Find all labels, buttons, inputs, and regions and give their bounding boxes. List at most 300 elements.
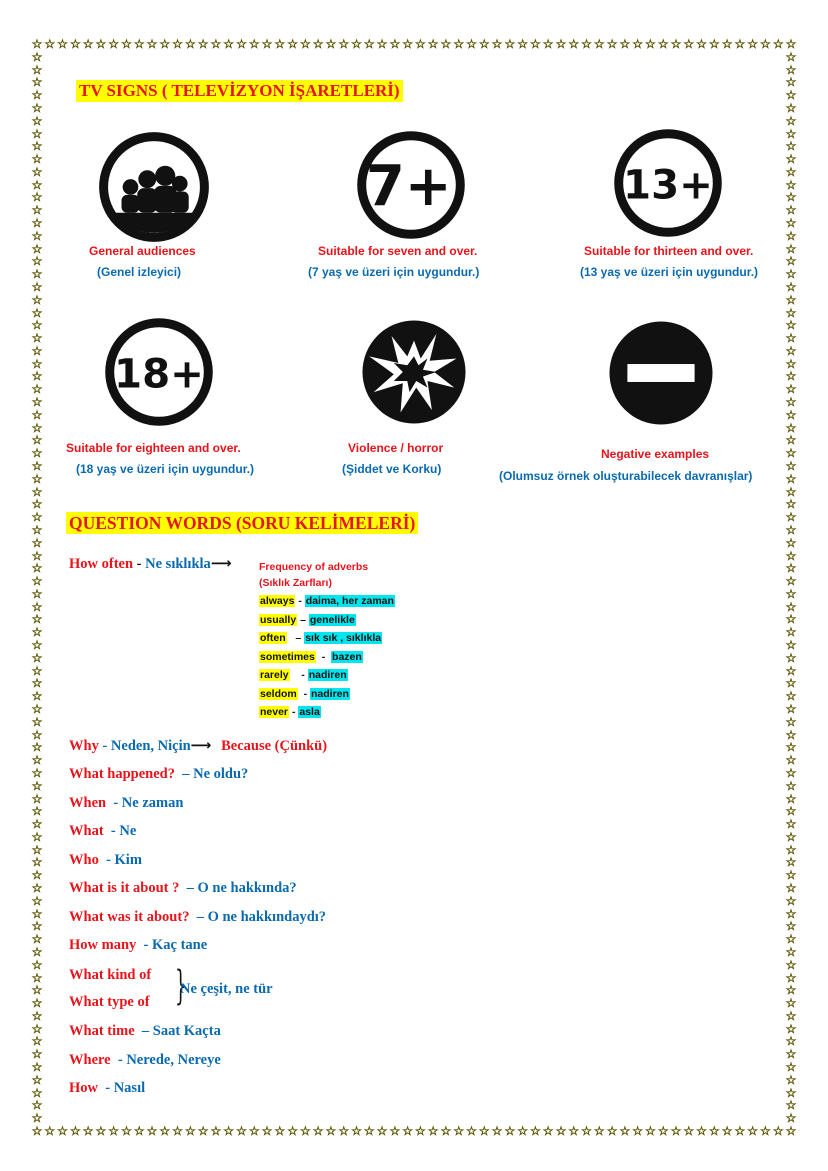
sign-label-general: General audiences xyxy=(89,244,196,258)
star-icon: ☆ xyxy=(31,561,43,576)
sign-label-negative-tr: (Olumsuz örnek oluşturabilecek davranışlar) xyxy=(499,469,753,483)
separator: – xyxy=(297,613,309,626)
frequency-adverb: often xyxy=(260,632,286,644)
separator: - xyxy=(289,706,299,718)
star-icon: ☆ xyxy=(31,970,43,985)
star-icon: ☆ xyxy=(645,1124,656,1138)
frequency-adverb: never xyxy=(260,706,289,718)
star-icon: ☆ xyxy=(785,804,797,819)
star-icon: ☆ xyxy=(31,881,43,896)
star-icon: ☆ xyxy=(351,1124,362,1138)
separator: - xyxy=(315,650,332,663)
star-icon: ☆ xyxy=(555,1124,567,1138)
sign-label-violence: Violence / horror xyxy=(348,441,444,455)
star-icon: ☆ xyxy=(31,331,43,346)
seven-plus-icon xyxy=(355,129,467,241)
star-icon: ☆ xyxy=(785,689,797,704)
star-icon: ☆ xyxy=(389,37,401,51)
star-icon: ☆ xyxy=(31,612,43,627)
question-translation: - Nasıl xyxy=(105,1080,146,1096)
star-icon: ☆ xyxy=(785,305,797,320)
star-icon: ☆ xyxy=(466,37,477,51)
star-icon: ☆ xyxy=(785,740,797,755)
frequency-heading: Frequency of adverbs xyxy=(259,561,369,573)
star-icon: ☆ xyxy=(504,1124,516,1138)
star-icon: ☆ xyxy=(785,574,797,589)
sign-label-eighteen: Suitable for eighteen and over. xyxy=(66,441,241,455)
question-row xyxy=(69,765,248,783)
frequency-adverb: sometimes xyxy=(260,650,315,663)
frequency-item xyxy=(259,668,348,683)
star-icon: ☆ xyxy=(236,37,247,51)
question-word: How xyxy=(69,1080,98,1096)
star-icon: ☆ xyxy=(478,1124,490,1138)
star-icon: ☆ xyxy=(31,740,43,755)
star-icon: ☆ xyxy=(708,37,720,51)
star-icon: ☆ xyxy=(31,676,43,691)
sign-label-general-tr: (Genel izleyici) xyxy=(97,265,182,279)
frequency-adverb: always xyxy=(260,595,295,607)
star-icon: ☆ xyxy=(31,689,43,704)
separator: – xyxy=(286,632,305,644)
star-icon: ☆ xyxy=(146,37,158,51)
star-icon: ☆ xyxy=(31,88,43,103)
star-icon: ☆ xyxy=(772,37,784,51)
star-icon: ☆ xyxy=(108,1124,120,1138)
question-word: What happened? xyxy=(69,766,175,782)
star-icon: ☆ xyxy=(312,37,324,51)
star-icon: ☆ xyxy=(31,714,43,729)
star-icon: ☆ xyxy=(785,254,797,269)
star-icon: ☆ xyxy=(606,37,618,51)
star-icon: ☆ xyxy=(414,1124,426,1138)
eighteen-plus-icon xyxy=(103,316,215,428)
star-icon: ☆ xyxy=(427,1124,439,1138)
star-icon: ☆ xyxy=(785,190,797,205)
star-icon: ☆ xyxy=(44,1124,56,1138)
star-icon: ☆ xyxy=(785,983,797,998)
star-icon: ☆ xyxy=(785,241,797,256)
star-icon: ☆ xyxy=(31,446,43,461)
question-translation: – Ne oldu? xyxy=(182,766,249,782)
star-icon: ☆ xyxy=(325,37,337,51)
sign-label-violence-tr: (Şiddet ve Korku) xyxy=(342,462,442,476)
star-icon: ☆ xyxy=(785,382,797,397)
star-icon: ☆ xyxy=(785,139,797,154)
thirteen-plus-icon xyxy=(612,127,724,239)
sign-label-thirteen-tr: (13 yaş ve üzeri için uygundur.) xyxy=(580,265,759,279)
star-icon: ☆ xyxy=(734,1124,746,1138)
star-icon: ☆ xyxy=(31,318,43,333)
frequency-heading-tr: (Sıklık Zarfları) xyxy=(259,577,332,589)
star-icon: ☆ xyxy=(785,1021,797,1036)
question-type: What type of xyxy=(69,994,150,1010)
star-icon: ☆ xyxy=(785,881,797,896)
star-icon: ☆ xyxy=(683,37,695,51)
star-icon: ☆ xyxy=(747,37,759,51)
star-icon: ☆ xyxy=(31,203,43,218)
star-icon: ☆ xyxy=(402,1124,413,1138)
question-row xyxy=(69,1022,221,1040)
question-row xyxy=(69,879,297,897)
star-icon: ☆ xyxy=(785,62,797,77)
star-icon: ☆ xyxy=(172,37,183,51)
star-icon: ☆ xyxy=(31,842,43,857)
star-icon: ☆ xyxy=(785,561,797,576)
arrow-right-icon: ⟶ xyxy=(210,556,232,572)
star-icon: ☆ xyxy=(645,37,656,51)
star-icon: ☆ xyxy=(95,37,107,51)
svg-text:18+: 18+ xyxy=(114,350,204,398)
star-icon: ☆ xyxy=(31,753,43,768)
star-icon: ☆ xyxy=(670,1124,682,1138)
star-icon: ☆ xyxy=(581,1124,592,1138)
star-icon: ☆ xyxy=(542,37,554,51)
star-icon: ☆ xyxy=(785,126,797,141)
separator: - xyxy=(295,595,305,607)
star-icon: ☆ xyxy=(785,1124,797,1138)
star-icon: ☆ xyxy=(31,139,43,154)
star-icon: ☆ xyxy=(593,1124,605,1138)
star-icon: ☆ xyxy=(785,292,797,307)
star-icon: ☆ xyxy=(632,37,644,51)
star-icon: ☆ xyxy=(31,420,43,435)
star-icon: ☆ xyxy=(31,1060,43,1075)
star-icon: ☆ xyxy=(785,548,797,563)
star-icon: ☆ xyxy=(31,433,43,448)
star-icon: ☆ xyxy=(785,663,797,678)
star-icon: ☆ xyxy=(734,37,746,51)
star-icon: ☆ xyxy=(338,37,350,51)
star-icon: ☆ xyxy=(453,1124,465,1138)
star-icon: ☆ xyxy=(453,37,465,51)
question-row xyxy=(69,794,183,812)
star-icon: ☆ xyxy=(683,1124,695,1138)
star-icon: ☆ xyxy=(785,471,797,486)
star-icon: ☆ xyxy=(31,817,43,832)
star-icon: ☆ xyxy=(287,37,298,51)
star-icon: ☆ xyxy=(785,100,797,115)
star-icon: ☆ xyxy=(223,37,235,51)
star-icon: ☆ xyxy=(31,1111,43,1126)
star-icon: ☆ xyxy=(31,932,43,947)
star-icon: ☆ xyxy=(542,1124,554,1138)
star-icon: ☆ xyxy=(785,817,797,832)
star-icon: ☆ xyxy=(568,1124,580,1138)
star-icon: ☆ xyxy=(440,37,452,51)
star-icon: ☆ xyxy=(785,395,797,410)
star-icon: ☆ xyxy=(31,944,43,959)
question-row xyxy=(69,851,142,869)
frequency-translation: daima, her zaman xyxy=(305,595,394,607)
star-icon: ☆ xyxy=(31,778,43,793)
frequency-adverb: seldom xyxy=(260,687,297,700)
star-icon: ☆ xyxy=(31,305,43,320)
star-icon: ☆ xyxy=(772,1124,784,1138)
star-icon: ☆ xyxy=(261,1124,273,1138)
star-icon: ☆ xyxy=(568,37,580,51)
star-icon: ☆ xyxy=(504,37,516,51)
star-icon: ☆ xyxy=(657,1124,669,1138)
star-icon: ☆ xyxy=(721,1124,733,1138)
star-icon: ☆ xyxy=(31,574,43,589)
star-icon: ☆ xyxy=(31,497,43,512)
star-icon: ☆ xyxy=(491,1124,503,1138)
star-icon: ☆ xyxy=(197,37,209,51)
star-icon: ☆ xyxy=(721,37,733,51)
question-translation: – Saat Kaçta xyxy=(141,1023,221,1039)
star-icon: ☆ xyxy=(248,37,260,51)
star-icon: ☆ xyxy=(530,1124,541,1138)
star-icon: ☆ xyxy=(440,1124,452,1138)
star-icon: ☆ xyxy=(785,625,797,640)
star-icon: ☆ xyxy=(785,829,797,844)
star-icon: ☆ xyxy=(31,1072,43,1087)
star-icon: ☆ xyxy=(581,37,592,51)
star-icon: ☆ xyxy=(31,369,43,384)
star-icon: ☆ xyxy=(31,395,43,410)
star-icon: ☆ xyxy=(632,1124,644,1138)
question-word: Who xyxy=(69,851,99,868)
star-icon: ☆ xyxy=(785,510,797,525)
star-icon: ☆ xyxy=(31,216,43,231)
star-icon: ☆ xyxy=(31,548,43,563)
star-icon: ☆ xyxy=(785,765,797,780)
star-icon: ☆ xyxy=(785,279,797,294)
star-icon: ☆ xyxy=(785,484,797,499)
question-translation: – O ne hakkındaydı? xyxy=(196,908,327,925)
star-icon: ☆ xyxy=(785,676,797,691)
sign-label-seven-tr: (7 yaş ve üzeri için uygundur.) xyxy=(308,265,480,279)
star-icon: ☆ xyxy=(184,1124,196,1138)
star-icon: ☆ xyxy=(785,446,797,461)
frequency-adverb: rarely xyxy=(260,669,289,681)
violence-icon xyxy=(358,316,470,428)
star-icon: ☆ xyxy=(31,1021,43,1036)
star-icon: ☆ xyxy=(31,100,43,115)
star-icon: ☆ xyxy=(785,164,797,179)
star-icon: ☆ xyxy=(785,497,797,512)
star-icon: ☆ xyxy=(31,356,43,371)
star-icon: ☆ xyxy=(274,37,286,51)
question-word: What time xyxy=(69,1023,135,1039)
star-icon: ☆ xyxy=(785,1072,797,1087)
star-icon: ☆ xyxy=(785,1047,797,1062)
svg-text:13+: 13+ xyxy=(623,161,713,209)
star-icon: ☆ xyxy=(31,126,43,141)
star-icon: ☆ xyxy=(785,701,797,716)
star-icon: ☆ xyxy=(172,1124,183,1138)
star-icon: ☆ xyxy=(785,970,797,985)
star-icon: ☆ xyxy=(108,37,120,51)
sign-label-negative: Negative examples xyxy=(601,447,710,461)
star-icon: ☆ xyxy=(31,1034,43,1049)
star-icon: ☆ xyxy=(785,1060,797,1075)
section-title-question-words: QUESTION WORDS (SORU KELİMELERİ) xyxy=(66,512,418,534)
star-icon: ☆ xyxy=(785,37,797,51)
star-icon: ☆ xyxy=(517,37,528,51)
star-icon: ☆ xyxy=(31,279,43,294)
question-translation: - Ne xyxy=(110,823,137,839)
star-icon: ☆ xyxy=(31,522,43,537)
star-icon: ☆ xyxy=(785,356,797,371)
star-icon: ☆ xyxy=(785,1085,797,1100)
star-icon: ☆ xyxy=(312,1124,324,1138)
star-icon: ☆ xyxy=(31,177,43,192)
star-icon: ☆ xyxy=(785,791,797,806)
question-word: What was it about? xyxy=(69,908,190,925)
star-icon: ☆ xyxy=(491,37,503,51)
frequency-item xyxy=(259,594,395,609)
star-icon: ☆ xyxy=(785,957,797,972)
star-icon: ☆ xyxy=(785,420,797,435)
star-icon: ☆ xyxy=(31,1124,43,1138)
star-icon: ☆ xyxy=(785,1111,797,1126)
star-icon: ☆ xyxy=(57,1124,68,1138)
star-icon: ☆ xyxy=(785,855,797,870)
star-icon: ☆ xyxy=(31,727,43,742)
star-icon: ☆ xyxy=(31,701,43,716)
star-icon: ☆ xyxy=(159,1124,171,1138)
star-icon: ☆ xyxy=(708,1124,720,1138)
star-icon: ☆ xyxy=(31,267,43,282)
star-icon: ☆ xyxy=(31,535,43,550)
star-icon: ☆ xyxy=(31,484,43,499)
question-row xyxy=(69,822,136,840)
negative-icon xyxy=(605,317,717,429)
star-icon: ☆ xyxy=(210,37,222,51)
star-icon: ☆ xyxy=(31,75,43,90)
star-icon: ☆ xyxy=(657,37,669,51)
star-icon: ☆ xyxy=(785,1098,797,1113)
star-icon: ☆ xyxy=(31,254,43,269)
star-icon: ☆ xyxy=(287,1124,298,1138)
star-icon: ☆ xyxy=(31,459,43,473)
star-icon: ☆ xyxy=(210,1124,222,1138)
star-icon: ☆ xyxy=(402,37,413,51)
question-kind: What kind of xyxy=(69,967,152,983)
star-icon: ☆ xyxy=(299,1124,311,1138)
star-icon: ☆ xyxy=(785,893,797,908)
star-icon: ☆ xyxy=(31,804,43,819)
star-icon: ☆ xyxy=(31,382,43,397)
frequency-item xyxy=(259,650,363,665)
star-icon: ☆ xyxy=(69,37,81,51)
question-how-often: How often - Ne sıklıkla⟶ xyxy=(69,556,232,572)
star-icon: ☆ xyxy=(159,37,171,51)
star-icon: ☆ xyxy=(466,1124,477,1138)
star-icon: ☆ xyxy=(31,343,43,358)
star-icon: ☆ xyxy=(785,88,797,103)
star-icon: ☆ xyxy=(785,343,797,358)
family-icon xyxy=(98,131,210,243)
star-icon: ☆ xyxy=(146,1124,158,1138)
star-icon: ☆ xyxy=(785,177,797,192)
star-icon: ☆ xyxy=(31,228,43,243)
star-icon: ☆ xyxy=(747,1124,759,1138)
frequency-translation: nadiren xyxy=(311,687,349,700)
star-icon: ☆ xyxy=(785,906,797,921)
question-row xyxy=(69,1079,145,1097)
frequency-translation: genelikle xyxy=(309,613,355,626)
star-icon: ☆ xyxy=(95,1124,107,1138)
star-icon: ☆ xyxy=(133,1124,145,1138)
question-translation: - Nerede, Nereye xyxy=(117,1051,221,1068)
star-icon: ☆ xyxy=(31,765,43,780)
question-translation: - Kaç tane xyxy=(143,937,208,953)
frequency-translation: asla xyxy=(299,706,320,718)
star-icon: ☆ xyxy=(785,753,797,768)
star-icon: ☆ xyxy=(376,37,388,51)
star-icon: ☆ xyxy=(785,75,797,90)
sign-label-eighteen-tr: (18 yaş ve üzeri için uygundur.) xyxy=(76,462,255,476)
star-icon: ☆ xyxy=(785,868,797,883)
star-icon: ☆ xyxy=(31,919,43,934)
sign-label-seven: Suitable for seven and over. xyxy=(318,244,478,258)
star-icon: ☆ xyxy=(197,1124,209,1138)
star-icon: ☆ xyxy=(376,1124,388,1138)
sign-label-thirteen: Suitable for thirteen and over. xyxy=(584,244,754,258)
star-icon: ☆ xyxy=(325,1124,337,1138)
frequency-translation: bazen xyxy=(332,650,362,663)
star-icon: ☆ xyxy=(363,37,375,51)
frequency-item xyxy=(259,613,356,628)
star-icon: ☆ xyxy=(31,893,43,908)
question-word: Where xyxy=(69,1051,111,1068)
star-icon: ☆ xyxy=(785,203,797,218)
star-icon: ☆ xyxy=(69,1124,81,1138)
star-icon: ☆ xyxy=(785,113,797,128)
question-row xyxy=(69,1051,221,1069)
star-icon: ☆ xyxy=(133,37,145,51)
question-word: How many xyxy=(69,937,137,953)
star-icon: ☆ xyxy=(248,1124,260,1138)
star-icon: ☆ xyxy=(31,791,43,806)
frequency-translation: nadiren xyxy=(308,669,347,681)
star-icon: ☆ xyxy=(785,369,797,384)
star-icon: ☆ xyxy=(57,37,68,51)
star-icon: ☆ xyxy=(31,1008,43,1023)
star-icon: ☆ xyxy=(619,37,631,51)
frequency-item xyxy=(259,687,350,702)
star-icon: ☆ xyxy=(31,663,43,678)
star-icon: ☆ xyxy=(299,37,311,51)
star-icon: ☆ xyxy=(785,778,797,793)
star-icon: ☆ xyxy=(530,37,541,51)
star-icon: ☆ xyxy=(31,1098,43,1113)
star-icon: ☆ xyxy=(785,714,797,729)
frequency-item xyxy=(259,631,382,646)
star-icon: ☆ xyxy=(31,471,43,486)
star-icon: ☆ xyxy=(31,1085,43,1100)
star-icon: ☆ xyxy=(31,164,43,179)
star-icon: ☆ xyxy=(606,1124,618,1138)
star-icon: ☆ xyxy=(338,1124,350,1138)
star-icon: ☆ xyxy=(121,1124,132,1138)
star-icon: ☆ xyxy=(31,407,43,422)
star-icon: ☆ xyxy=(31,868,43,883)
star-icon: ☆ xyxy=(517,1124,528,1138)
star-icon: ☆ xyxy=(363,1124,375,1138)
star-icon: ☆ xyxy=(351,37,362,51)
question-why: Why - Neden, Niçin⟶ Because (Çünkü) xyxy=(69,738,328,754)
star-icon: ☆ xyxy=(785,407,797,422)
star-icon: ☆ xyxy=(31,241,43,256)
star-icon: ☆ xyxy=(236,1124,247,1138)
star-icon: ☆ xyxy=(785,318,797,333)
section-title-tv-signs: TV SIGNS ( TELEVİZYON İŞARETLERİ) xyxy=(76,80,403,102)
star-icon: ☆ xyxy=(261,37,273,51)
